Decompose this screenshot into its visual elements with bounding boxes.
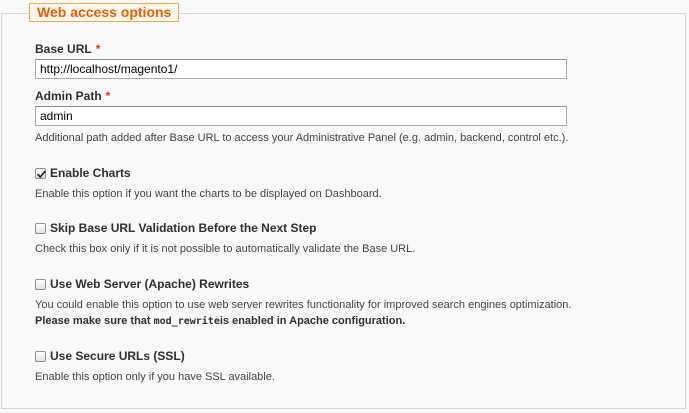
warning-prefix: Please make sure that <box>35 315 154 327</box>
base-url-label <box>35 42 100 56</box>
base-url-label-text: Base URL <box>35 42 92 56</box>
admin-path-note: Additional path added after Base URL to access your Administrative Panel (e.g. admin, backend, control etc.). <box>35 132 569 144</box>
web-server-rewrites-warning <box>35 315 405 328</box>
required-mark: * <box>95 42 101 56</box>
web-server-rewrites-checkbox[interactable] <box>35 279 46 290</box>
web-server-rewrites-row[interactable] <box>35 276 249 292</box>
warning-suffix: is enabled in Apache configuration. <box>219 315 406 327</box>
admin-path-label <box>35 89 110 103</box>
secure-urls-note: Enable this option only if you have SSL available. <box>35 371 275 383</box>
skip-validation-row[interactable] <box>35 220 317 236</box>
web-server-rewrites-label[interactable]: Use Web Server (Apache) Rewrites <box>50 277 250 291</box>
secure-urls-row[interactable] <box>35 348 185 364</box>
warning-code: mod_rewrite <box>153 316 220 327</box>
secure-urls-label[interactable]: Use Secure URLs (SSL) <box>50 349 185 363</box>
section-legend: Web access options <box>29 3 179 22</box>
admin-path-label-text: Admin Path <box>35 89 102 103</box>
admin-path-input[interactable]: admin <box>35 106 567 126</box>
skip-validation-label[interactable]: Skip Base URL Validation Before the Next Step <box>50 221 317 235</box>
enable-charts-row[interactable] <box>35 165 131 181</box>
skip-validation-checkbox[interactable] <box>35 223 46 234</box>
checkmark-icon <box>36 169 47 180</box>
enable-charts-note: Enable this option if you want the charts to be displayed on Dashboard. <box>35 188 382 200</box>
secure-urls-checkbox[interactable] <box>35 351 46 362</box>
enable-charts-label[interactable]: Enable Charts <box>50 166 131 180</box>
enable-charts-checkbox[interactable] <box>35 168 46 179</box>
web-server-rewrites-note: You could enable this option to use web server rewrites functionality for improved search engines optimization. <box>35 299 572 311</box>
base-url-input[interactable]: http://localhost/magento1/ <box>35 59 567 79</box>
required-mark: * <box>105 89 111 103</box>
skip-validation-note: Check this box only if it is not possible to automatically validate the Base URL. <box>35 243 416 255</box>
